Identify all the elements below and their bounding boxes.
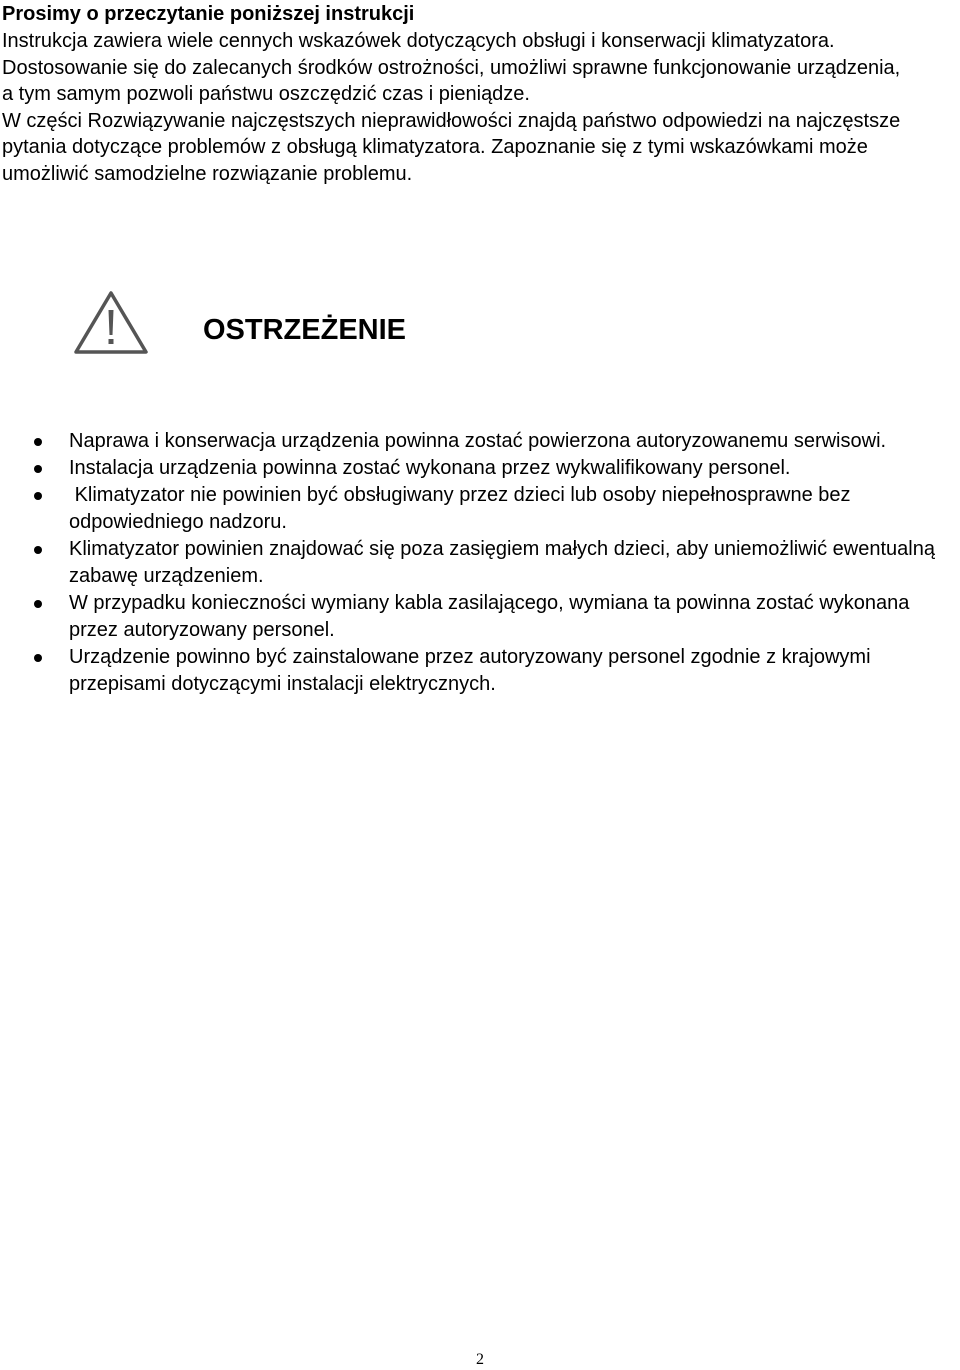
list-item-text: W przypadku konieczności wymiany kabla zasilającego, wymiana ta powinna zostać wykonana przez autoryzowany personel. bbox=[69, 592, 910, 641]
intro-section bbox=[2, 28, 947, 187]
list-item bbox=[0, 455, 960, 482]
list-item bbox=[0, 536, 960, 590]
list-item-text: Klimatyzator nie powinien być obsługiwany przez dzieci lub osoby niepełnosprawne bez odpowiedniego nadzoru. bbox=[69, 484, 857, 533]
bullet-icon bbox=[34, 465, 42, 473]
page-title: Prosimy o przeczytanie poniższej instrukcji bbox=[2, 3, 415, 25]
list-item-text: Instalacja urządzenia powinna zostać wykonana przez wykwalifikowany personel. bbox=[69, 457, 791, 479]
intro-line: W części Rozwiązywanie najczęstszych nieprawidłowości znajdą państwo odpowiedzi na najczęstsze pytania dotyczące problemów z obsługą klimatyzatora. Zapoznanie się z tymi wskazówkami może umożliwić samodzielne rozwiązanie problemu. bbox=[2, 109, 901, 185]
bullet-icon bbox=[34, 546, 42, 554]
list-item-text: Naprawa i konserwacja urządzenia powinna zostać powierzona autoryzowanemu serwisowi. bbox=[69, 430, 887, 452]
warning-triangle-icon bbox=[73, 290, 149, 356]
bullet-icon bbox=[34, 492, 42, 500]
list-item bbox=[0, 482, 960, 536]
list-item-text: Klimatyzator powinien znajdować się poza zasięgiem małych dzieci, aby uniemożliwić ewentualną zabawę urządzeniem. bbox=[69, 538, 935, 587]
bullet-icon bbox=[34, 600, 42, 608]
page-number: 2 bbox=[476, 1351, 484, 1368]
intro-line: Instrukcja zawiera wiele cennych wskazówek dotyczących obsługi i konserwacji klimatyzatora. bbox=[2, 30, 835, 52]
warning-title: OSTRZEŻENIE bbox=[203, 314, 407, 346]
safety-list bbox=[0, 428, 960, 698]
intro-line: a tym samym pozwoli państwu oszczędzić czas i pieniądze. bbox=[2, 83, 530, 105]
list-item bbox=[0, 428, 960, 455]
intro-line: Dostosowanie się do zalecanych środków ostrożności, umożliwi sprawne funkcjonowanie urządzenia, bbox=[2, 56, 901, 79]
list-item bbox=[0, 644, 960, 698]
list-item-text: Urządzenie powinno być zainstalowane przez autoryzowany personel zgodnie z krajowymi przepisami dotyczącymi instalacji elektrycznych. bbox=[69, 646, 871, 695]
list-item bbox=[0, 590, 960, 644]
bullet-icon bbox=[34, 654, 42, 662]
bullet-icon bbox=[34, 438, 42, 446]
